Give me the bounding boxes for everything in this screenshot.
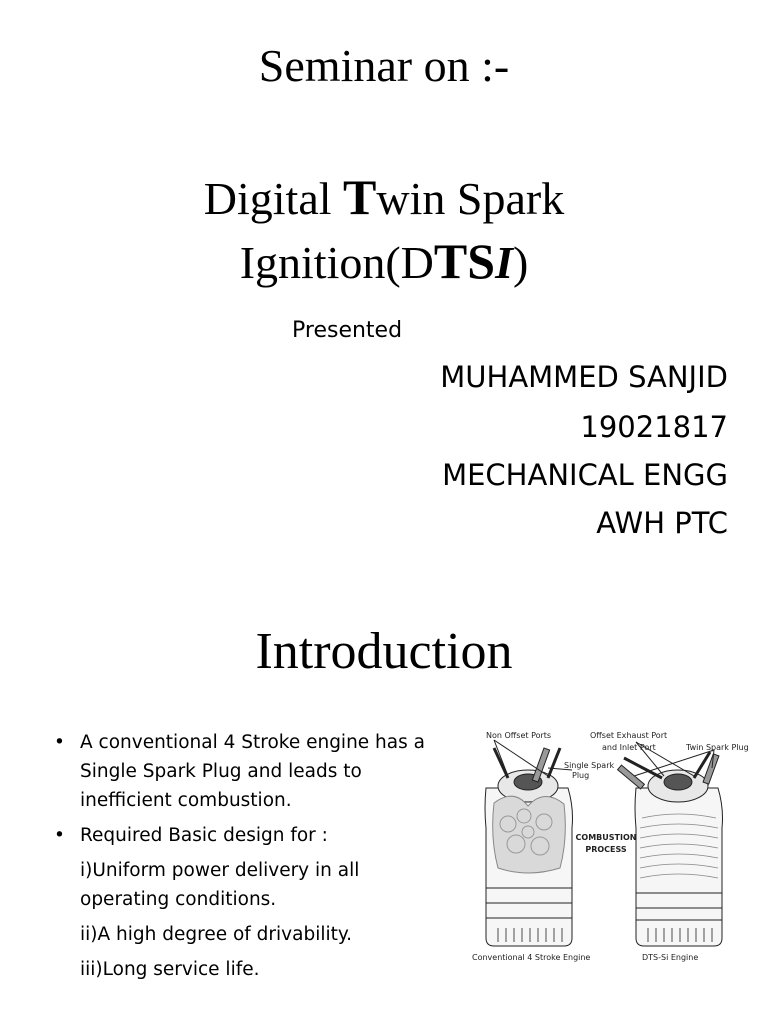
title-part: ) (512, 237, 529, 288)
label-single-spark-plug: Single Spark (564, 761, 615, 770)
label-conventional-engine: Conventional 4 Stroke Engine (472, 953, 591, 962)
bullet-item: • A conventional 4 Stroke engine has a Single Spark Plug and leads to inefficient combustion. (50, 728, 450, 815)
title-letters-ts: TS (433, 233, 496, 289)
sub-item: iii)Long service life. (80, 959, 260, 980)
title-part: Digital (203, 173, 344, 224)
institution: AWH PTC (596, 506, 728, 540)
label-combustion: COMBUSTION (575, 833, 637, 842)
label-offset-ports-2: and Inlet Port (602, 743, 656, 752)
conventional-engine-drawing (485, 740, 573, 946)
title-letter-t: T (343, 169, 377, 225)
bullet-item: • Required Basic design for : (50, 821, 450, 850)
presenter-name: MUHAMMED SANJID (440, 360, 728, 394)
label-non-offset-ports: Non Offset Ports (486, 731, 552, 740)
title-part: Ignition(D (239, 237, 434, 288)
engine-comparison-diagram (464, 728, 760, 968)
presented-label: Presented (292, 318, 403, 343)
seminar-heading: Seminar on :- (258, 40, 510, 91)
label-dts-si-engine: DTS-Si Engine (642, 953, 699, 962)
sub-item: i)Uniform power delivery in all operating conditions. (80, 860, 360, 910)
dts-si-engine-drawing (618, 742, 723, 946)
bullet-list (50, 728, 450, 984)
introduction-slide (0, 600, 768, 1024)
title-part: win Spark (376, 173, 565, 224)
introduction-heading: Introduction (255, 623, 513, 680)
label-offset-ports: Offset Exhaust Port (590, 731, 668, 740)
label-twin-spark-plug: Twin Spark Plug (686, 743, 749, 752)
presenter-id: 19021817 (580, 410, 728, 444)
label-process: PROCESS (585, 845, 627, 854)
title-letter-i: I (495, 237, 513, 288)
engine-diagram-svg (464, 728, 760, 968)
label-single-spark-plug-2: Plug (572, 771, 590, 780)
seminar-title (0, 166, 768, 294)
sub-item: ii)A high degree of drivability. (80, 924, 353, 945)
department: MECHANICAL ENGG (442, 458, 728, 492)
